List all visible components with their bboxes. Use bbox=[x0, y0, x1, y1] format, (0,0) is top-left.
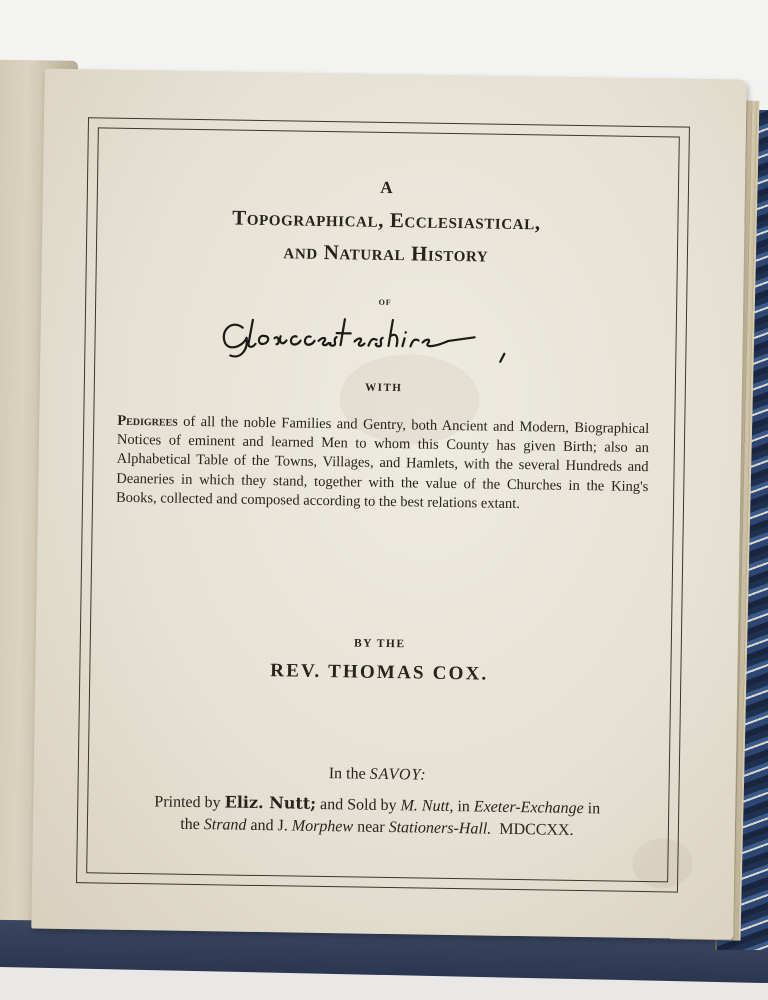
main-title-line-1: Topographical, Ecclesiastical, bbox=[232, 205, 541, 235]
imprint-and-j: and J. bbox=[246, 816, 292, 835]
by-the-label: BY THE bbox=[353, 637, 406, 651]
imprint-the: the bbox=[180, 815, 204, 834]
handwriting-ink-strokes bbox=[212, 309, 543, 364]
author-name: REV. THOMAS COX. bbox=[270, 660, 489, 685]
main-title bbox=[96, 199, 677, 273]
description-first-word: Pedigrees bbox=[117, 412, 178, 430]
imprint-location-hall: Stationers-Hall. bbox=[388, 819, 492, 838]
handwritten-county-name bbox=[212, 309, 543, 364]
imprint-seller: M. Nutt, bbox=[400, 797, 454, 816]
imprint-printed-by: Printed by bbox=[154, 793, 225, 812]
title-page bbox=[31, 69, 746, 940]
imprint-year: MDCCXX. bbox=[499, 820, 574, 839]
of-label: OF bbox=[378, 297, 392, 308]
place-prefix: In the bbox=[328, 765, 370, 783]
imprint-in-2: in bbox=[583, 800, 601, 818]
imprint bbox=[87, 789, 668, 843]
imprint-in: in bbox=[453, 798, 475, 816]
with-label: WITH bbox=[365, 381, 403, 395]
imprint-location-exchange: Exeter-Exchange bbox=[473, 798, 584, 818]
imprint-morphew: Morphew bbox=[291, 817, 354, 836]
place-name: SAVOY: bbox=[369, 765, 427, 784]
description-text: of all the noble Families and Gentry, both Ancient and Modern, Biographical Notices of eminent and learned Men to whom this County has given Birth; also an Alphabetical Table of the Towns, Villages, and Hamlets, with the several Hundreds and Deaneries in which they stand, together with the value of the Churches in the King's Books, collected and composed according to the best relations extant. bbox=[115, 413, 650, 512]
publication-place bbox=[88, 761, 668, 788]
title-page-text bbox=[86, 127, 678, 880]
imprint-near: near bbox=[353, 818, 389, 837]
imprint-sold-by: and Sold by bbox=[315, 795, 401, 815]
imprint-location-strand: Strand bbox=[203, 816, 247, 834]
title-article: A bbox=[380, 177, 394, 198]
imprint-printer: Eliz. Nutt; bbox=[224, 792, 317, 813]
main-title-line-2: and Natural History bbox=[283, 238, 489, 267]
description-paragraph bbox=[116, 412, 649, 516]
